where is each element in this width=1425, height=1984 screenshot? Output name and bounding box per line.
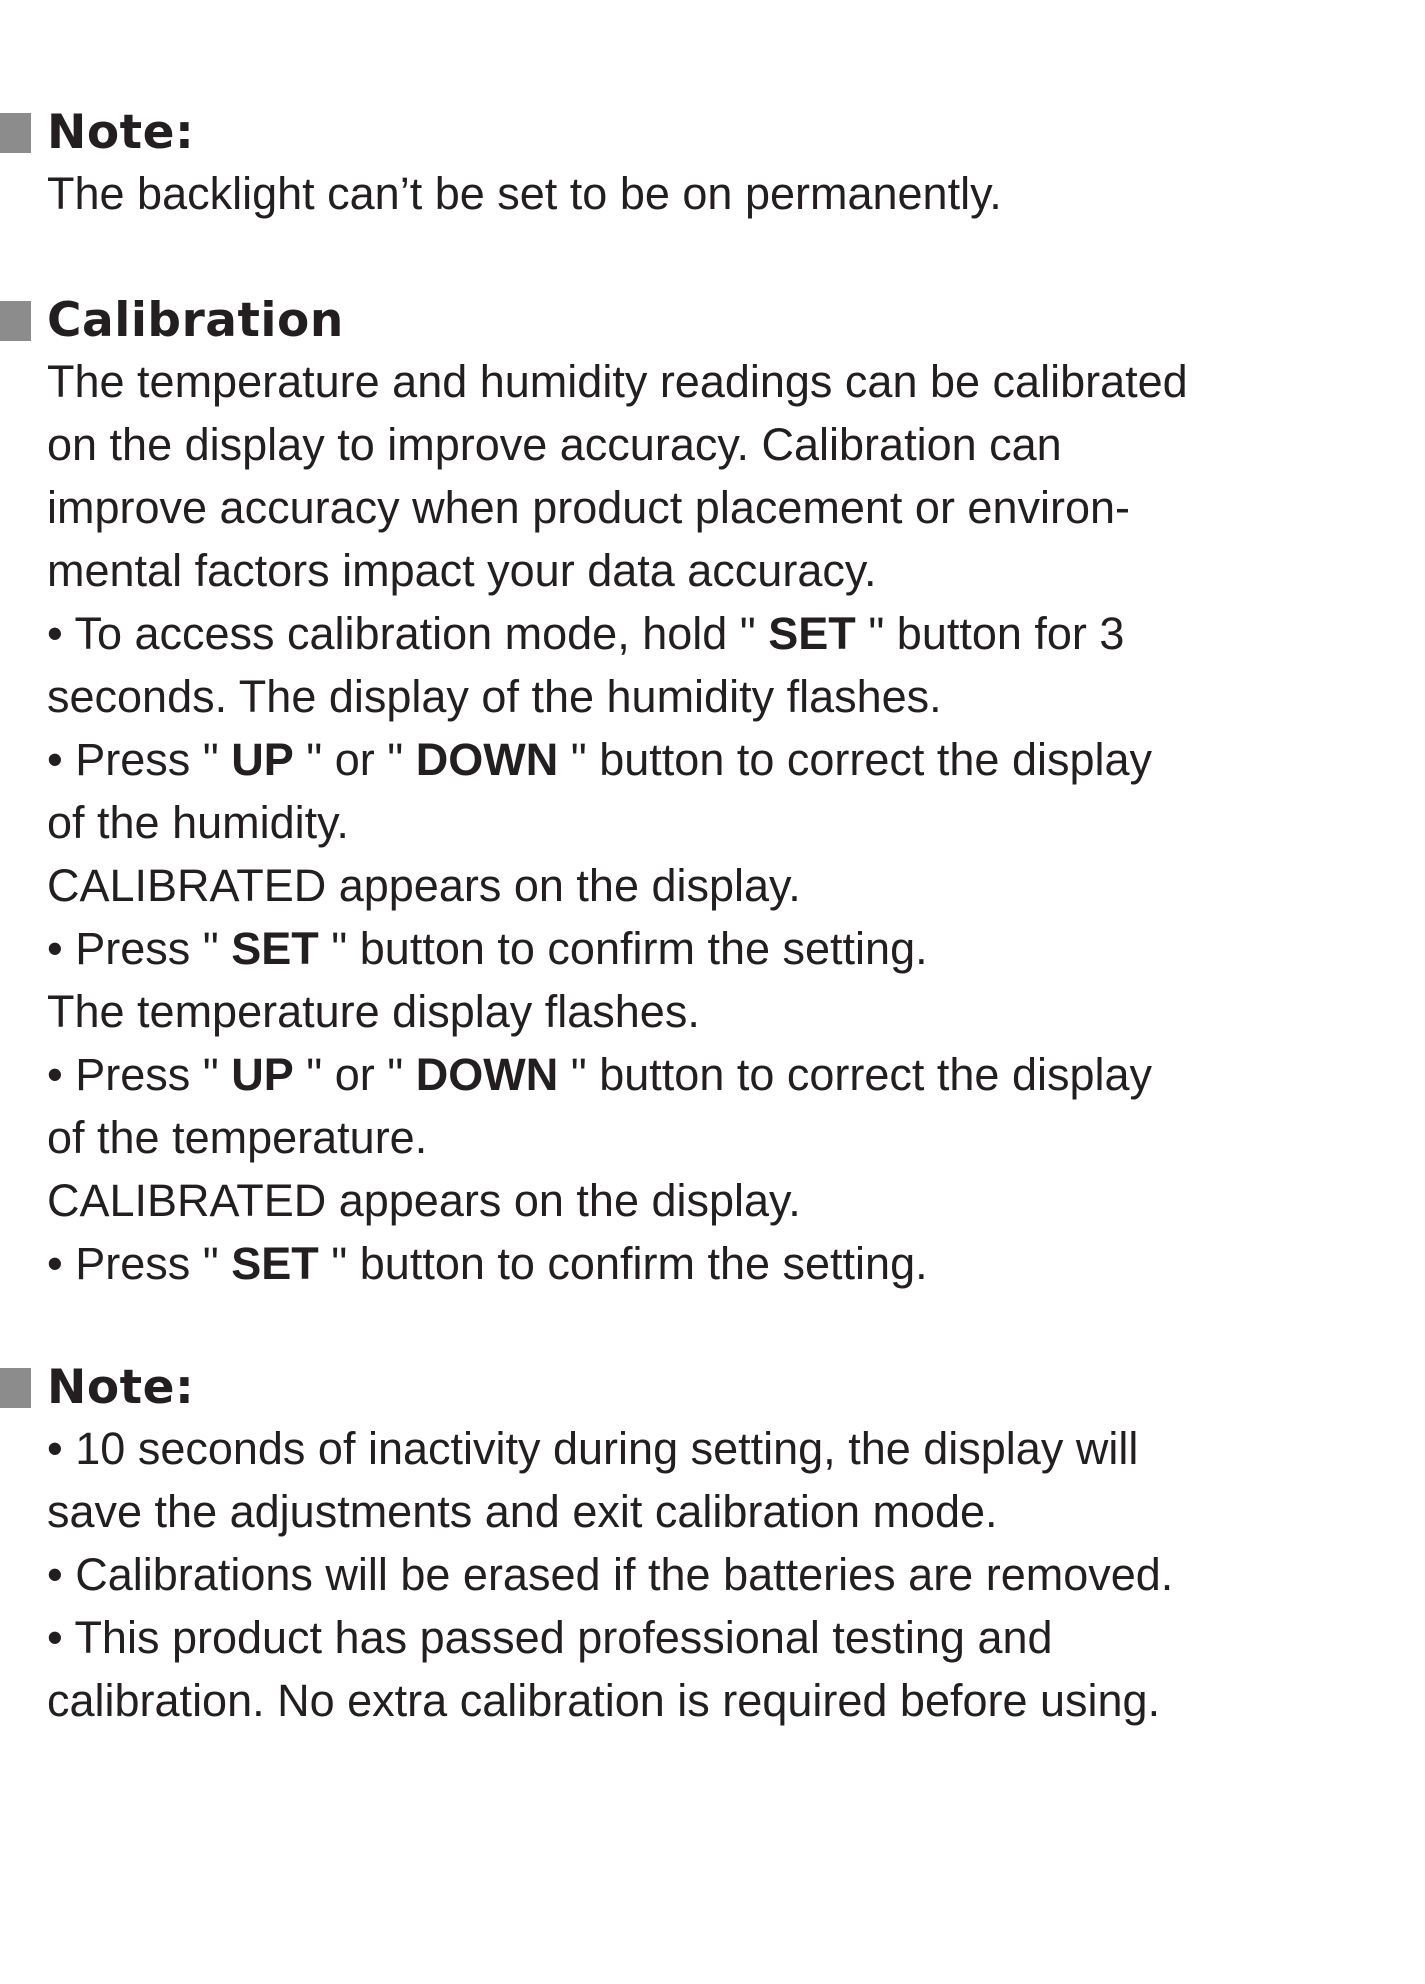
calibration-section [0,290,1400,1295]
intro-line: on the display to improve accuracy. Calibration can [47,419,1062,470]
step-text: " button for 3 [855,608,1125,659]
note-line: calibration. No extra calibration is required before using. [47,1675,1161,1726]
intro-line: improve accuracy when product placement or environ- [47,482,1131,533]
set-key-label: SET [768,608,856,659]
down-key-label: DOWN [415,734,559,785]
note-line: • Calibrations will be erased if the batteries are removed. [47,1549,1174,1600]
note-section-calibration [0,1357,1400,1732]
heading-marker [0,301,31,341]
step-text: " or " [293,734,416,785]
up-key-label: UP [231,734,294,785]
step-4-continuation: of the temperature. [47,1112,428,1163]
note-heading: Note: [47,105,195,160]
note-heading: Note: [47,1360,195,1415]
step-text: • Press " [47,734,232,785]
step-text: " or " [293,1049,416,1100]
step-text: • Press " [47,1238,232,1289]
step-1-line [47,602,1400,665]
calibration-heading: Calibration [47,293,344,348]
step-2-result: CALIBRATED appears on the display. [47,860,801,911]
step-text: " button to correct the display [558,1049,1153,1100]
step-2-continuation: of the humidity. [47,797,349,848]
step-text: • Press " [47,1049,232,1100]
note-text: The backlight can’t be set to be on permanently. [47,168,1002,219]
heading-marker [0,113,31,153]
step-3-line [47,917,1400,980]
up-key-label: UP [231,1049,294,1100]
step-text: • Press " [47,923,232,974]
step-text: " button to confirm the setting. [318,1238,928,1289]
set-key-label: SET [231,1238,319,1289]
note-line: save the adjustments and exit calibration mode. [47,1486,998,1537]
section-heading [0,1357,1400,1417]
step-4-line [47,1043,1400,1106]
heading-marker [0,1368,31,1408]
note-line: • This product has passed professional testing and [47,1612,1053,1663]
intro-line: The temperature and humidity readings can be calibrated [47,356,1188,407]
note-section-backlight [0,102,1400,225]
step-2-line [47,728,1400,791]
section-heading [0,102,1400,162]
intro-line: mental factors impact your data accuracy. [47,545,877,596]
note-line: • 10 seconds of inactivity during setting, the display will [47,1423,1139,1474]
step-3-result: The temperature display flashes. [47,986,700,1037]
step-5-line [47,1232,1400,1295]
set-key-label: SET [231,923,319,974]
down-key-label: DOWN [415,1049,559,1100]
step-4-result: CALIBRATED appears on the display. [47,1175,801,1226]
section-heading [0,290,1400,350]
step-text: • To access calibration mode, hold " [47,608,769,659]
step-text: " button to confirm the setting. [318,923,928,974]
step-text: " button to correct the display [558,734,1153,785]
step-1-continuation: seconds. The display of the humidity flashes. [47,671,942,722]
